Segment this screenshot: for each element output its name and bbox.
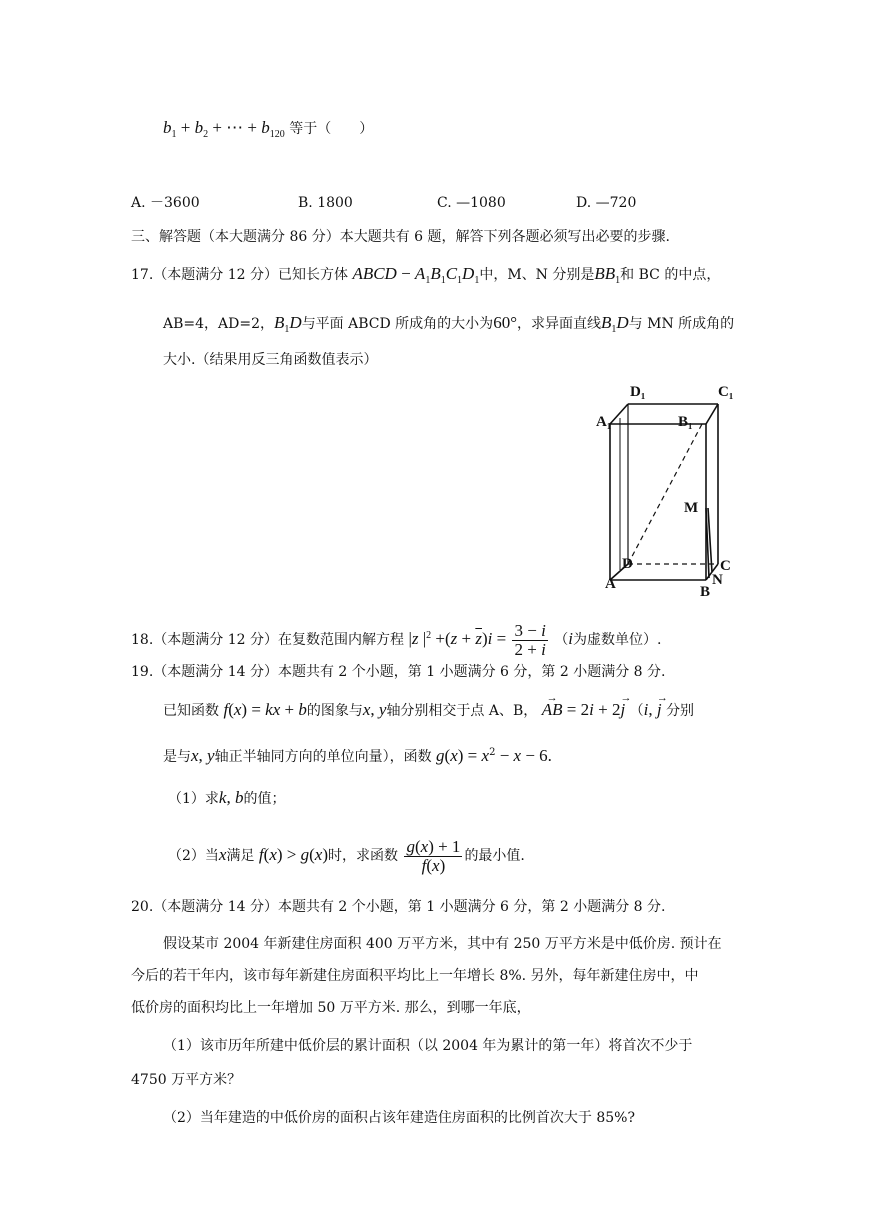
q19-line2: 是与x, y轴正半轴同方向的单位向量），函数 $g(x) = x^2 - x - 6$. [163, 746, 552, 765]
q17-line3: 大小.（结果用反三角函数值表示） [163, 352, 378, 368]
label-A1: A₁ [596, 414, 612, 430]
label-B: B [700, 584, 711, 600]
q20-para1: 假设某市 2004 年新建住房面积 400 万平方米，其中有 250 万平方米是中低价房. 预计在 [163, 936, 722, 952]
label-N: N [712, 572, 723, 588]
q19-sub2: （2）当x满足 f(x) > g(x)时，求函数 $\frac{g(x) + 1}{f(x)}$ 的最小值. [168, 836, 525, 875]
label-M: M [684, 500, 699, 516]
q20-heading: 20.（本题满分 14 分）本题共有 2 个小题，第 1 小题满分 6 分，第 2 小题满分 8 分. [131, 899, 666, 915]
label-C: C [720, 558, 731, 574]
q19-sub1: （1）求k, b的值； [168, 788, 286, 807]
option-a: A. －3600 [131, 195, 200, 211]
q19-heading: 19.（本题满分 14 分）本题共有 2 个小题，第 1 小题满分 6 分，第 2 小题满分 8 分. [131, 664, 666, 680]
label-C1: C₁ [718, 384, 734, 400]
label-A: A [605, 576, 616, 592]
cuboid-figure [596, 380, 750, 600]
option-d: D. —720 [576, 195, 637, 211]
q19-line1: 已知函数 f(x) = kx + b的图象与x, y轴分别相交于点 A、B， → AB = 2i + 2→ j （i, → j 分别 [163, 700, 694, 721]
q17-line1: 17.（本题满分 12 分）已知长方体 ABCD − $A_1B_1C_1D_1$中，M、N 分别是$BB_1$和 BC 的中点， [131, 264, 721, 286]
option-b: B. 1800 [298, 195, 353, 211]
section-heading: 三、解答题（本大题满分 86 分）本大题共有 6 题，解答下列各题必须写出必要的步骤. [131, 229, 670, 245]
q20-para2: 今后的若干年内，该市每年新建住房面积平均比上一年增长 8%. 另外，每年新建住房中，中 [131, 968, 699, 984]
option-c: C. —1080 [437, 195, 506, 211]
q20-para3: 低价房的面积均比上一年增加 50 万平方米. 那么，到哪一年底， [131, 1000, 531, 1016]
q17-line2: AB=4，AD=2，$B_1D$与平面 ABCD 所成角的大小为60°，求异面直线$B_1D$与 MN 所成角的 [163, 313, 735, 335]
label-D1: D₁ [630, 384, 646, 400]
q20-sub1-cont: 4750 万平方米？ [131, 1072, 242, 1088]
label-B1: B₁ [678, 414, 693, 430]
q18-line: 18.（本题满分 12 分）在复数范围内解方程 |z $|^2 +(z + \overline{z})i$ = $\frac{3 - i}{2 + i}$ （i为虚数单位）. [131, 620, 662, 659]
q20-sub1: （1）该市历年所建中低价层的累计面积（以 2004 年为累计的第一年）将首次不少于 [163, 1038, 693, 1054]
sum-line: $b_1 + b_2$ + ⋯ + $b_{120}$ 等于（ ） [163, 118, 374, 140]
sum-suffix: 等于（ ） [289, 121, 374, 137]
q20-sub2: （2）当年建造的中低价房的面积占该年建造住房面积的比例首次大于 85%? [163, 1110, 635, 1126]
label-D: D [622, 556, 633, 572]
